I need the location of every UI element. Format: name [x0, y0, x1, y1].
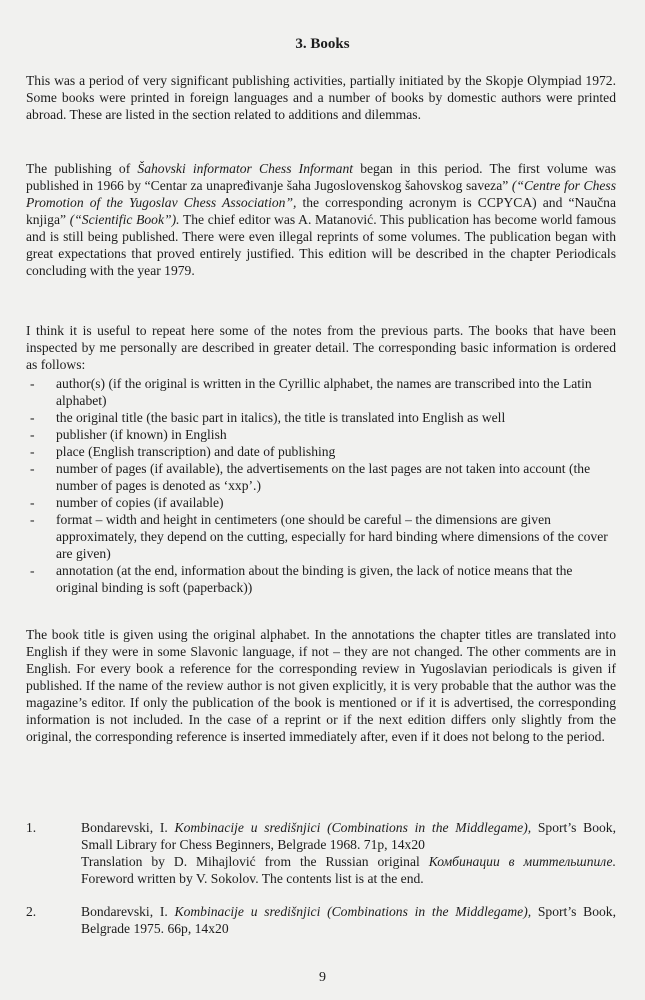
paragraph-intro: This was a period of very significant publishing activities, partially initiated by the Skopje Olympiad 1972. Some books were printed in foreign languages and a number of books by domestic authors were printed abroad. These are listed in the section related to additions and dilemmas.	[26, 73, 616, 122]
info-list	[30, 375, 615, 596]
paragraph-informant: The publishing of Šahovski informator Chess Informant began in this period. The first volume was published in 1966 by “Centar za unapređivanje šaha Jugoslovenskog šahovskog saveza” (“Centre for Chess Promotion of the Yugoslav Chess Association”, the corresponding acronym is CCPYCA) and “Naučna knjiga” (“Scientific Book”). The chief editor was A. Matanović. This publication has become world famous and is still being published. There were even illegal reprints of some volumes. The publication began with great expectations that proved entirely justified. This edition will be described in the chapter Periodicals concluding with the year 1979.	[26, 161, 617, 278]
paragraph-conventions: The book title is given using the original alphabet. In the annotations the chapter titles are translated into English if they were in some Slavonic language, if not – they are not changed. The other comments are in English. For every book a reference for the corresponding review in Yugoslavian periodicals is given if published. If the name of the review author is not given explicitly, it is very probable that the author was the magazine’s editor. If only the publication of the book is mentioned or if it is advertised, the corresponding information is not included. In the case of a reprint or if the next edition differs only slightly from the original, the corresponding reference is inserted immediately after, even if it does not belong to the period.	[26, 627, 616, 744]
book-entry: 2. Bondarevski, I. Kombinacije u središnjici (Combinations in the Middlegame), Sport’s Book, Belgrade 1975. 66p, 14x20	[26, 904, 616, 936]
page-number: 9	[319, 970, 326, 985]
list-item: - annotation (at the end, information about the binding is given, the lack of notice means that the original binding is soft (paperback))	[30, 563, 573, 595]
entry-number: 1.	[26, 820, 37, 835]
book-entries	[26, 819, 616, 953]
list-item: - format – width and height in centimeters (one should be careful – the dimensions are given approximately, they depend on the cutting, especially for hard binding where dimensions of the cover are given)	[30, 512, 608, 561]
book-entry: 1. Bondarevski, I. Kombinacije u središnjici (Combinations in the Middlegame), Sport’s Book, Small Library for Chess Beginners, Belgrade 1968. 71p, 14x20 Translation by D. Mihajlović from the Russian original Комбинации в миттельшпиле. Foreword written by V. Sokolov. The contents list is at the end.	[26, 820, 616, 886]
list-item: - number of copies (if available)	[30, 495, 224, 510]
section-heading: 3. Books	[295, 36, 350, 52]
paragraph-notes: I think it is useful to repeat here some of the notes from the previous parts. The books that have been inspected by me personally are described in greater detail. The corresponding basic information is ordered as follows:	[26, 323, 616, 372]
list-item: - number of pages (if available), the advertisements on the last pages are not taken into account (the number of pages is denoted as ‘xxp’.)	[30, 461, 591, 493]
list-item: - publisher (if known) in English	[30, 427, 227, 442]
list-item: - place (English transcription) and date of publishing	[30, 444, 336, 459]
list-item: - the original title (the basic part in italics), the title is translated into English as well	[30, 410, 506, 425]
entry-number: 2.	[26, 904, 37, 919]
list-item: - author(s) (if the original is written in the Cyrillic alphabet, the names are transcribed into the Latin alphabet)	[30, 376, 592, 408]
